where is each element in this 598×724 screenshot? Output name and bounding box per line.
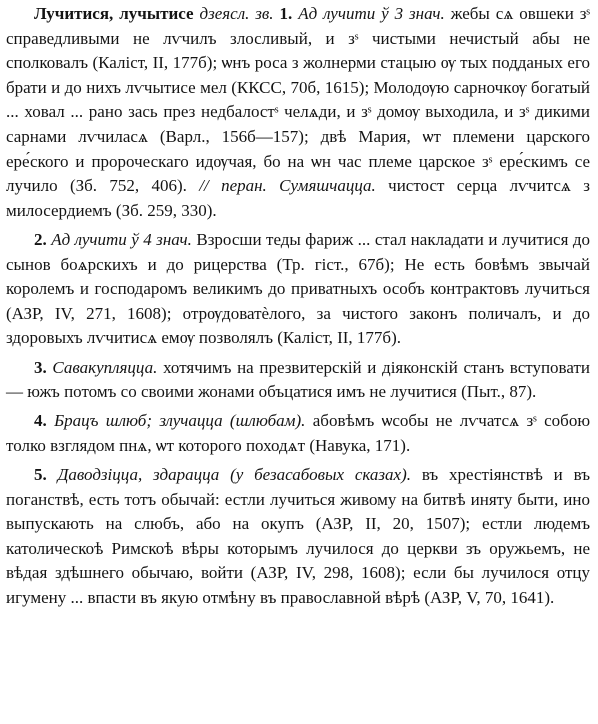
sense-number: 2. — [34, 229, 47, 249]
citation-text: хотячимъ на презвитерскій и діяконскій станъ вступовати — южъ потомъ со своими жонами объцатися имъ не лучитися (Пыт., 87). — [6, 357, 590, 402]
citation-text: Взросши теды фариж ... стал накладати и лучитися до сынов боѧрскихъ и до рицерства (Тр. гіст., 67б); Не есть бовѣмъ звычай королемъ и господаромъ великимъ до приватныхъ особъ контрактовъ лучиться (АЗР, IV, 271, 1608); отрѹдоватѐлого, за чистого законъ поличалъ, и до здоровыхъ лѵчитисѧ емѹ позволялъ (Каліст, II, 177б). — [6, 229, 591, 348]
grammar-label: дзеясл. зв. — [199, 4, 274, 23]
entry-sense-3 — [6, 356, 590, 405]
entry-sense-5 — [6, 463, 590, 611]
sense-number: 3. — [34, 357, 47, 377]
sense-number: 5. — [34, 465, 47, 485]
sense-definition: Савакупляцца. — [52, 357, 158, 377]
headword: Лучитися, лучытисе — [34, 4, 194, 23]
entry-sense-4 — [6, 409, 590, 458]
figurative-definition: // перан. Сумяшчацца. — [199, 176, 376, 196]
citation-text: абовѣмъ ѡсобы не лѵчатсѧ зˢ собою толко взглядом пнѧ, ѡт которого походѧт (Навука, 171). — [6, 411, 591, 455]
sense-definition: Даводзіцца, здарацца (у безасабовых сказах). — [57, 465, 411, 485]
sense-definition: Ад лучити ў 4 знач. — [51, 229, 192, 249]
citation-text: въ хрестіянствѣ и въ поганствѣ, есть тотъ обычай: естли лучиться живому на битвѣ иняту быти, ино выпускають на слюбъ, або на окупъ (АЗР, II, 20, 1507); естли людемъ католическоѣ Римскоѣ вѣры которымъ лучилося до церкви зъ оружьемъ, не вѣдая здѣшнего обычаю, войти (АЗР, IV, 298, 1608); если бы лучилося отцу игумену ... впасти въ якую отмѣну въ православной вѣрѣ (АЗР, V, 70, 1641). — [6, 465, 591, 608]
sense-number: 1. — [279, 4, 293, 23]
citation-text: жебы сѧ овшеки зˢ справедливыми не лѵчилъ злосливый, и зˢ чистыми нечистый абы не сполковалъ (Каліст, II, 177б); ѡнъ роса з жолнерми стацыю ѹ тых подданых его брати и до нихъ лѵчытисе мел (ККСС, 70б, 1615); Молодѹю сарночкѹ богатый ... ховал ... рано зась през недбалостˢ челѧди, и зˢ домѹ выходила, и зˢ дикими сарнами лѵчиласѧ (Варл., 156б—157); двѣ Мария, ѡт племени царского ере́ского и пророческаго идѹчая, бо на ѡн час племе царское зˢ ере́скимъ се лучило (Зб. 752, 406). — [6, 4, 591, 196]
sense-number: 4. — [34, 411, 47, 431]
entry-headword-sense-1 — [6, 2, 590, 223]
sense-definition: Ад лучити ў 3 знач. — [298, 4, 445, 23]
figurative-citation: чистост серца лѵчитсѧ з милосердиемъ (Зб. 259, 330). — [6, 176, 591, 220]
sense-definition: Брацъ шлюб; злучацца (шлюбам). — [54, 411, 306, 431]
entry-sense-2 — [6, 228, 590, 351]
